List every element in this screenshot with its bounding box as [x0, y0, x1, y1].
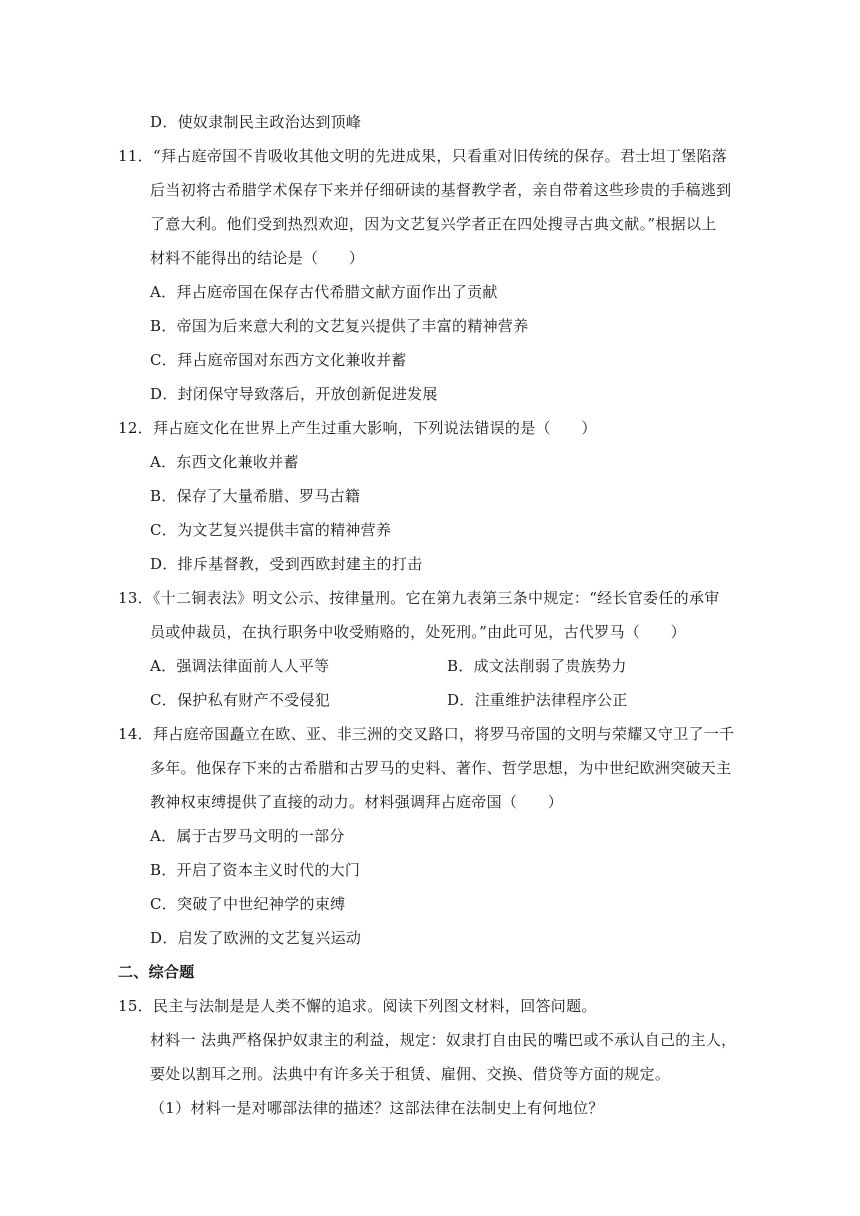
- q11-stem-line-1: 11．“拜占庭帝国不肯吸收其他文明的先进成果，只看重对旧传统的保存。君士坦丁堡陷落: [118, 147, 728, 165]
- q11-stem-line-2: 后当初将古希腊学术保存下来并仔细研读的基督教学者，亲自带着这些珍贵的手稿逃到: [150, 181, 732, 199]
- q13-option-d: D．注重维护法律程序公正: [447, 691, 628, 709]
- q13-stem-line-1: 13．《十二铜表法》明文公示、按律量刑。它在第九表第三条中规定：“经长官委任的承审: [118, 589, 720, 607]
- q14-option-c: C．突破了中世纪神学的束缚: [150, 895, 346, 913]
- q14-option-b: B．开启了资本主义时代的大门: [150, 861, 361, 879]
- q15-material-1-line-2: 要处以割耳之刑。法典中有许多关于租赁、雇佣、交换、借贷等方面的规定。: [150, 1065, 671, 1083]
- section-heading: 二、综合题: [118, 963, 195, 981]
- q14-option-d: D．启发了欧洲的文艺复兴运动: [150, 929, 362, 947]
- q11-option-c: C．拜占庭帝国对东西方文化兼收并蓄: [150, 351, 407, 369]
- q11-option-a: A．拜占庭帝国在保存古代希腊文献方面作出了贡献: [150, 283, 498, 301]
- q12-option-b: B．保存了大量希腊、罗马古籍: [150, 487, 361, 505]
- q11-stem-line-3: 了意大利。他们受到热烈欢迎，因为文艺复兴学者正在四处搜寻古典文献。”根据以上: [150, 215, 717, 233]
- q14-stem-line-1: 14．拜占庭帝国矗立在欧、亚、非三洲的交叉路口，将罗马帝国的文明与荣耀又守卫了一千: [118, 725, 735, 743]
- q12-option-d: D．排斥基督教，受到西欧封建主的打击: [150, 555, 423, 573]
- q15-material-1-line-1: 材料一 法典严格保护奴隶主的利益，规定：奴隶打自由民的嘴巴或不承认自己的主人，: [150, 1031, 737, 1049]
- q11-stem-line-4: 材料不能得出的结论是（ ）: [150, 249, 365, 267]
- q13-option-a: A．强调法律面前人人平等: [150, 657, 330, 675]
- q12-option-a: A．东西文化兼收并蓄: [150, 453, 299, 471]
- q11-option-d: D．封闭保守导致落后，开放创新促进发展: [150, 385, 438, 403]
- q15-stem: 15．民主与法制是是人类不懈的追求。阅读下列图文材料，回答问题。: [118, 997, 597, 1015]
- q11-option-b: B．帝国为后来意大利的文艺复兴提供了丰富的精神营养: [150, 317, 529, 335]
- q10-option-d: D．使奴隶制民主政治达到顶峰: [150, 113, 362, 131]
- q12-stem: 12．拜占庭文化在世界上产生过重大影响，下列说法错误的是（ ）: [118, 419, 597, 437]
- q15-subquestion-1: （1）材料一是对哪部法律的描述？这部法律在法制史上有何地位？: [150, 1099, 604, 1117]
- q14-option-a: A．属于古罗马文明的一部分: [150, 827, 345, 845]
- q13-option-b: B．成文法削弱了贵族势力: [447, 657, 627, 675]
- q14-stem-line-3: 教神权束缚提供了直接的动力。材料强调拜占庭帝国（ ）: [150, 793, 564, 811]
- q13-option-c: C．保护私有财产不受侵犯: [150, 691, 331, 709]
- q14-stem-line-2: 多年。他保存下来的古希腊和古罗马的史料、著作、哲学思想，为中世纪欧洲突破天主: [150, 759, 732, 777]
- q13-stem-line-2: 员或仲裁员，在执行职务中收受贿赂的，处死刑。”由此可见，古代罗马（ ）: [150, 623, 686, 641]
- q12-option-c: C．为文艺复兴提供丰富的精神营养: [150, 521, 392, 539]
